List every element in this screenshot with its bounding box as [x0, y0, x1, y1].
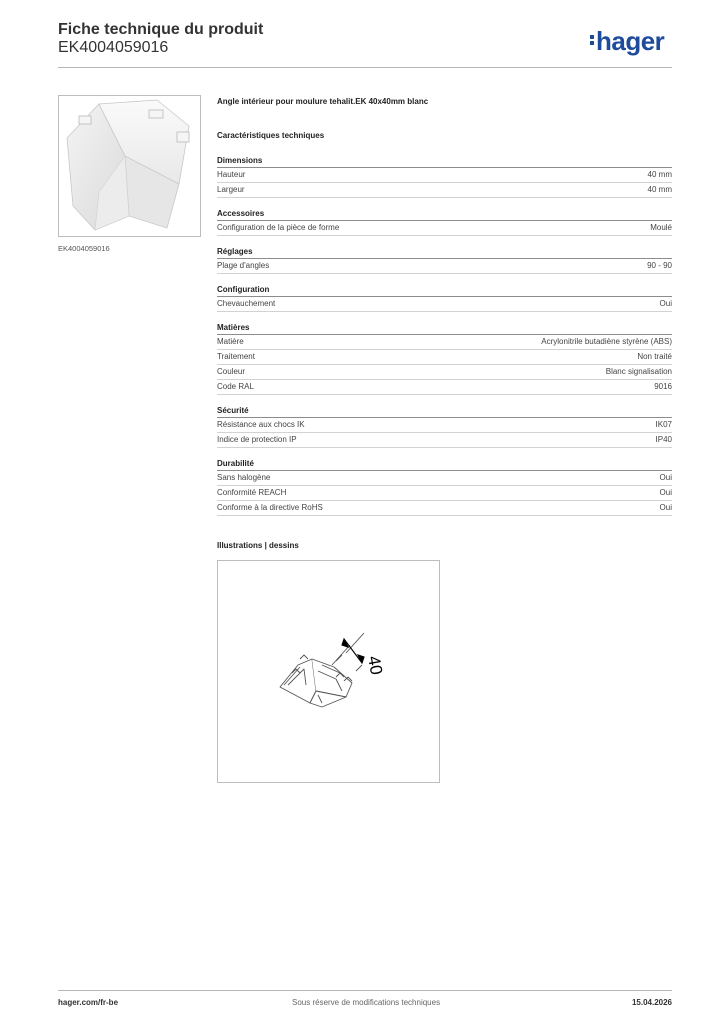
product-description: Angle intérieur pour moulure tehalit.EK 40x40mm blanc: [217, 97, 429, 106]
section-title: Sécurité: [217, 405, 672, 418]
spec-label: Conformité REACH: [217, 488, 287, 497]
section-title: Réglages: [217, 246, 672, 259]
spec-row: [217, 221, 672, 236]
spec-value: IK07: [655, 420, 672, 429]
spec-label: Résistance aux chocs IK: [217, 420, 305, 429]
spec-value: Moulé: [650, 223, 672, 232]
hager-logo[interactable]: [590, 26, 664, 57]
spec-row: [217, 335, 672, 350]
characteristics-title: Caractéristiques techniques: [217, 131, 325, 140]
spec-value: Oui: [659, 299, 672, 308]
illustrations-title: Illustrations | dessins: [217, 541, 299, 550]
spec-label: Code RAL: [217, 382, 254, 391]
logo-dots-icon: [590, 33, 594, 47]
spec-label: Indice de protection IP: [217, 435, 297, 444]
spec-row: [217, 365, 672, 380]
spec-label: Conforme à la directive RoHS: [217, 503, 323, 512]
spec-value: 9016: [654, 382, 672, 391]
footer-divider: [58, 990, 672, 991]
spec-table: [217, 155, 672, 526]
spec-value: Blanc signalisation: [605, 367, 672, 376]
spec-value: IP40: [655, 435, 672, 444]
spec-row: [217, 183, 672, 198]
spec-row: [217, 486, 672, 501]
corner-piece-drawing-icon: [218, 561, 439, 782]
footer-website-link[interactable]: hager.com/fr-be: [58, 998, 119, 1007]
spec-label: Largeur: [217, 185, 245, 194]
spec-label: Chevauchement: [217, 299, 276, 308]
section-title: Configuration: [217, 284, 672, 297]
product-code: EK4004059016: [58, 39, 169, 56]
spec-value: Non traité: [637, 352, 672, 361]
section-dimensions: [217, 155, 672, 198]
spec-value: 40 mm: [647, 170, 672, 179]
spec-row: [217, 259, 672, 274]
spec-row: [217, 418, 672, 433]
section-securite: [217, 405, 672, 448]
spec-label: Sans halogène: [217, 473, 271, 482]
spec-row: [217, 433, 672, 448]
spec-row: [217, 471, 672, 486]
spec-label: Matière: [217, 337, 244, 346]
footer-date: 15.04.2026: [631, 998, 672, 1007]
header-divider: [58, 67, 672, 68]
section-title: Dimensions: [217, 155, 672, 168]
section-matieres: [217, 322, 672, 395]
spec-row: [217, 380, 672, 395]
spec-row: [217, 350, 672, 365]
technical-drawing: [217, 560, 440, 783]
dimension-label: 40: [364, 654, 387, 677]
product-photo: [58, 95, 201, 237]
spec-value: Acrylonitrile butadiène styrène (ABS): [541, 337, 672, 346]
section-configuration: [217, 284, 672, 312]
section-accessoires: [217, 208, 672, 236]
spec-value: 90 - 90: [647, 261, 672, 270]
spec-value: Oui: [659, 503, 672, 512]
spec-label: Traitement: [217, 352, 255, 361]
spec-row: [217, 168, 672, 183]
spec-value: Oui: [659, 488, 672, 497]
section-title: Accessoires: [217, 208, 672, 221]
spec-label: Configuration de la pièce de forme: [217, 223, 340, 232]
section-durabilite: [217, 458, 672, 516]
section-reglages: [217, 246, 672, 274]
spec-row: [217, 501, 672, 516]
spec-label: Plage d'angles: [217, 261, 270, 270]
logo-text: hager: [596, 26, 665, 56]
page-title: Fiche technique du produit: [58, 21, 264, 38]
spec-value: 40 mm: [647, 185, 672, 194]
photo-caption: EK4004059016: [58, 244, 110, 253]
spec-label: Couleur: [217, 367, 246, 376]
spec-row: [217, 297, 672, 312]
corner-piece-photo-icon: [59, 96, 200, 236]
section-title: Durabilité: [217, 458, 672, 471]
spec-value: Oui: [659, 473, 672, 482]
section-title: Matières: [217, 322, 672, 335]
spec-label: Hauteur: [217, 170, 246, 179]
footer-disclaimer: Sous réserve de modifications techniques: [292, 998, 441, 1007]
